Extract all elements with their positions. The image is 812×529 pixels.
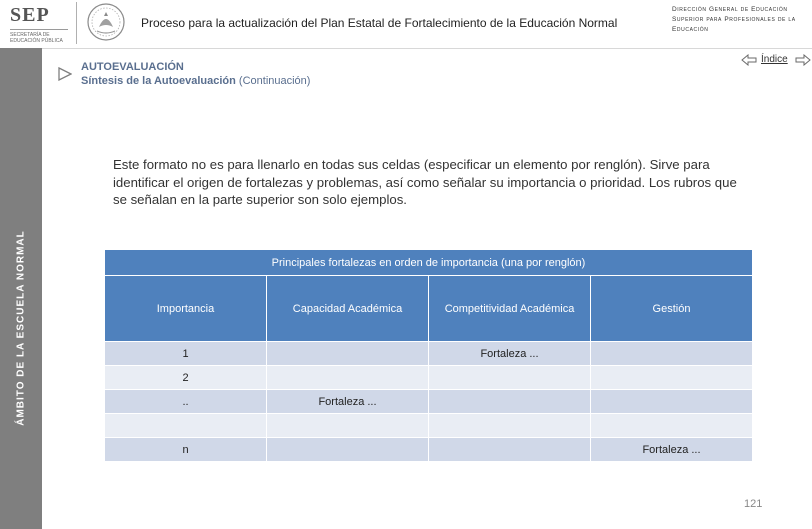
section-subtitle [81,75,310,87]
column-header-capacidad-academica: Capacidad Académica [267,276,429,342]
section-subtitle-main: Síntesis de la Autoevaluación [81,75,236,87]
table-cell: 1 [105,342,267,366]
column-header-gestion: Gestión [591,276,753,342]
table-cell [267,438,429,462]
table-cell: 2 [105,366,267,390]
column-header-importancia: Importancia [105,276,267,342]
table-cell [105,414,267,438]
arrow-right-icon[interactable] [795,54,811,66]
table-caption: Principales fortalezas en orden de importancia (una por renglón) [105,250,753,276]
table-cell: n [105,438,267,462]
table-cell: .. [105,390,267,414]
table-row [105,414,753,438]
sep-logo-subtitle: SECRETARÍA DE EDUCACIÓN PÚBLICA [10,32,63,44]
section-title: AUTOEVALUACIÓN [81,61,184,73]
table-row [105,438,753,462]
page-header [0,0,812,49]
sep-logo [4,2,77,44]
sep-logo-divider [10,29,68,30]
table-cell: Fortaleza ... [591,438,753,462]
table-cell [591,342,753,366]
strengths-table [104,249,753,462]
directorate-name: Dirección General de Educación Superior para Profesionales de la Educación [672,6,796,33]
table-cell [591,414,753,438]
table-cell [429,438,591,462]
table-cell [267,366,429,390]
instructions-paragraph: Este formato no es para llenarlo en todas sus celdas (especificar un elemento por renglón). Sirve para identificar el origen de fortalezas y problemas, así como señalar su importancia o prioridad. Los rubros que se señalan en la parte superior son solo ejemplos. [113,157,737,207]
page-number: 121 [744,498,763,510]
table-row [105,390,753,414]
table-row [105,366,753,390]
table-row [105,342,753,366]
table-cell: Fortaleza ... [267,390,429,414]
sep-logo-word: SEP [10,4,50,26]
arrow-left-icon[interactable] [741,54,757,66]
table-cell [429,366,591,390]
table-cell [591,366,753,390]
table-cell [429,414,591,438]
side-band-label: ÁMBITO DE LA ESCUELA NORMAL [15,230,27,426]
table-cell [267,414,429,438]
table-cell: Fortaleza ... [429,342,591,366]
section-subtitle-note: (Continuación) [238,75,311,87]
document-title: Proceso para la actualización del Plan Estatal de Fortalecimiento de la Educación Normal [141,16,618,30]
column-header-competitividad-academica: Competitividad Académica [429,276,591,342]
side-band [0,48,42,529]
table-cell [591,390,753,414]
play-outline-icon [58,67,72,81]
index-link[interactable]: Índice [761,54,788,65]
table-cell [267,342,429,366]
table-cell [429,390,591,414]
mexico-coat-of-arms-icon [86,2,126,42]
